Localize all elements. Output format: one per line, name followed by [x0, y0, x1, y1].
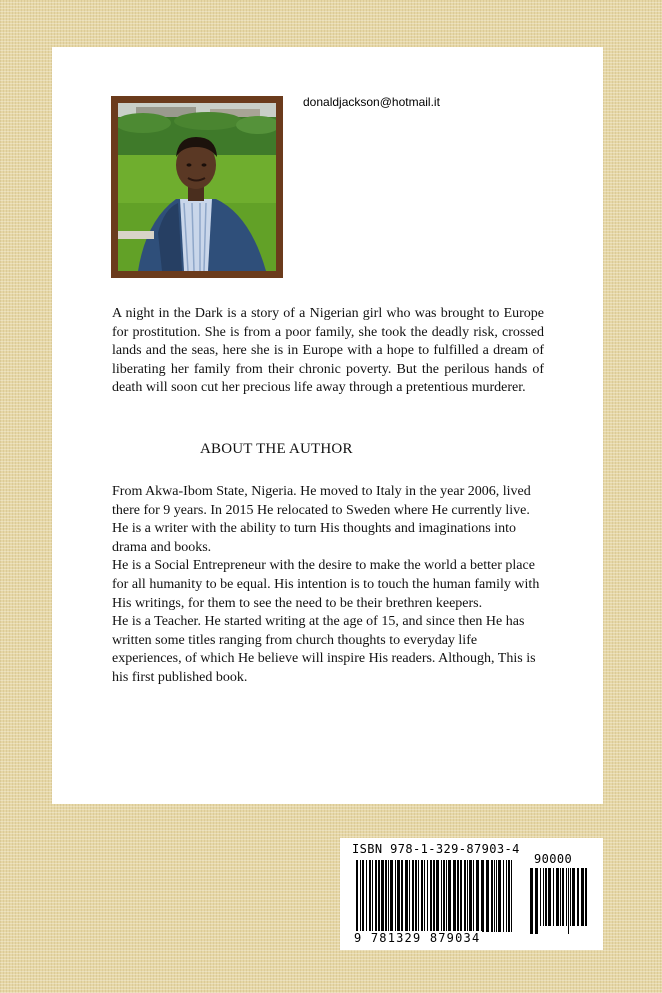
- barcode-bar: [436, 860, 439, 932]
- bio-paragraph: He is a Teacher. He started writing at the age of 15, and since then He has written some titles ranging from church thoughts to everyday life experiences, of which He believe will inspire His readers. Although, This is his first published book.: [112, 614, 536, 685]
- barcode-bar: [369, 860, 371, 932]
- barcode-bar: [481, 860, 484, 932]
- price-code: 90000: [534, 852, 573, 866]
- barcode-bar: [498, 860, 501, 932]
- barcode-bar: [356, 860, 358, 940]
- barcode-bar: [572, 868, 575, 926]
- barcode-bar: [360, 860, 361, 940]
- barcode-bar: [540, 868, 541, 926]
- back-cover-panel: [52, 47, 603, 804]
- barcode-bar: [433, 860, 435, 932]
- barcode-bar: [397, 860, 400, 932]
- barcode-bar: [562, 868, 564, 926]
- barcode-bar: [543, 868, 544, 926]
- bio-paragraph: From Akwa-Ibom State, Nigeria. He moved to Italy in the year 2006, lived there for 9 years. In 2015 He relocated to Sweden where He currently live. He is a writer with the ability to turn His thoughts and imaginations into drama and books.: [112, 484, 531, 555]
- barcode-bar: [388, 860, 389, 932]
- barcode-bar: [390, 860, 393, 932]
- ean-digits: 9 781329 879034: [354, 931, 481, 945]
- isbn-barcode: [340, 838, 603, 950]
- synopsis-paragraph: A night in the Dark is a story of a Nigerian girl who was brought to Europe for prostitution. She is from a poor family, she took the deadly risk, crossed lands and the seas, here she is in Europe with a hope to fulfilled a dream of liberating her family from their chronic poverty. But the perilous hands of death will soon cut her precious life away through a pretentious murderer.: [112, 306, 544, 396]
- barcode-bar: [553, 868, 554, 926]
- barcode-bar: [460, 860, 462, 932]
- barcode-bar: [430, 860, 432, 932]
- barcode-bar: [476, 860, 479, 932]
- about-author-heading: ABOUT THE AUTHOR: [200, 441, 353, 457]
- barcode-bar: [508, 860, 510, 932]
- barcode-bar: [427, 860, 428, 932]
- addon-barcode-bars: [530, 868, 592, 942]
- barcode-bar: [395, 860, 396, 932]
- isbn-number: ISBN 978-1-329-87903-4: [352, 842, 520, 856]
- barcode-bar: [560, 868, 561, 926]
- barcode-bar: [424, 860, 425, 932]
- barcode-bar: [494, 860, 495, 932]
- barcode-bar: [545, 868, 547, 926]
- barcode-bar: [366, 860, 367, 932]
- ean-barcode-bars: [356, 860, 516, 940]
- barcode-bar: [467, 860, 468, 932]
- barcode-bar: [405, 860, 408, 932]
- barcode-bar: [566, 868, 567, 926]
- barcode-bar: [412, 860, 414, 932]
- barcode-bar: [443, 860, 445, 932]
- barcode-bar: [464, 860, 466, 932]
- barcode-bar: [415, 860, 417, 932]
- barcode-bar: [453, 860, 456, 940]
- barcode-bar: [401, 860, 403, 932]
- barcode-bar: [409, 860, 410, 932]
- barcode-bar: [503, 860, 504, 932]
- barcode-bar: [491, 860, 493, 932]
- barcode-bar: [378, 860, 380, 932]
- barcode-bar: [585, 868, 587, 926]
- barcode-bar: [568, 868, 569, 934]
- barcode-bar: [457, 860, 459, 932]
- barcode-bar: [570, 868, 571, 926]
- barcode-bar: [418, 860, 419, 932]
- barcode-bar: [362, 860, 364, 932]
- barcode-bar: [441, 860, 442, 932]
- barcode-bar: [581, 868, 584, 926]
- barcode-bar: [530, 868, 533, 934]
- bio-paragraph: He is a Social Entrepreneur with the desire to make the world a better place for all humanity to be equal. His intention is to touch the human family with His writings, for them to see the need to be their brethren keepers.: [112, 558, 540, 611]
- author-bio: [112, 483, 544, 688]
- barcode-bar: [421, 860, 423, 932]
- barcode-bar: [511, 860, 512, 932]
- barcode-bar: [577, 868, 579, 926]
- barcode-bar: [469, 860, 472, 932]
- barcode-bar: [496, 860, 497, 932]
- barcode-bar: [448, 860, 451, 932]
- author-photo-icon: [118, 103, 276, 271]
- barcode-bar: [385, 860, 387, 932]
- author-photo: [111, 96, 283, 278]
- barcode-bar: [381, 860, 384, 932]
- author-email[interactable]: donaldjackson@hotmail.it: [303, 95, 440, 109]
- barcode-bar: [473, 860, 474, 932]
- barcode-bar: [535, 868, 538, 934]
- barcode-bar: [556, 868, 559, 926]
- barcode-bar: [486, 860, 489, 932]
- barcode-bar: [375, 860, 377, 932]
- barcode-bar: [446, 860, 447, 932]
- barcode-bar: [506, 860, 507, 932]
- barcode-bar: [372, 860, 373, 932]
- barcode-bar: [548, 868, 551, 926]
